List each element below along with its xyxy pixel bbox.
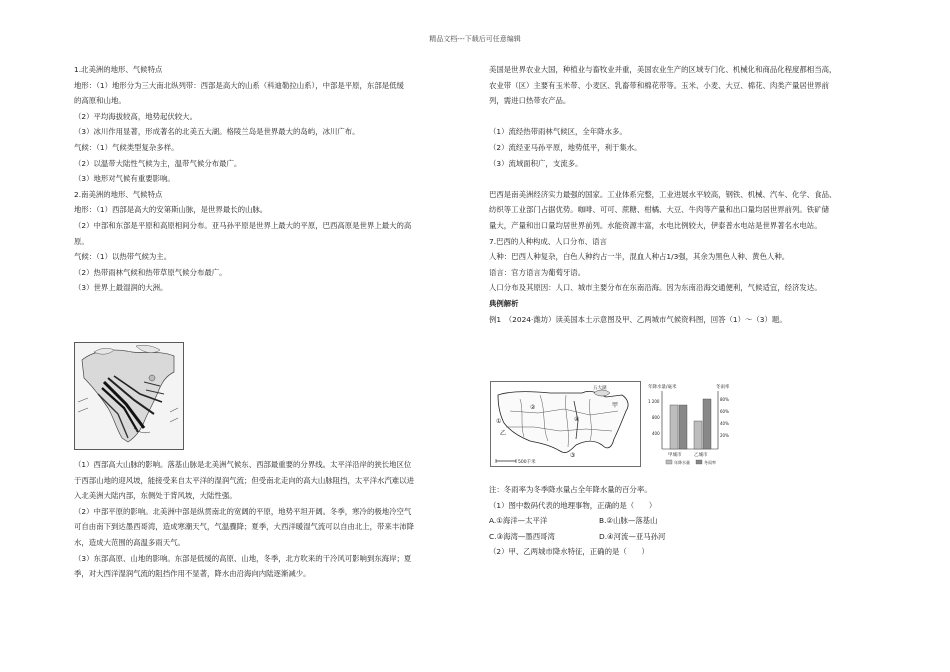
map-mark: ② xyxy=(530,404,536,411)
text-line: （2）流经亚马孙平原，地势低平，利于集水。 xyxy=(489,142,642,152)
text-line: 于西部山地的迎风坡，能接受来自太平洋的湿润气流；但受南北走向的高大山脉阻挡，太平洋水汽难以进 xyxy=(74,475,414,485)
text-line: 气候：（1）以热带气候为主。 xyxy=(74,252,172,262)
text-line: （3）地形对气候有重要影响。 xyxy=(74,174,175,184)
text-line: 原。 xyxy=(74,236,89,246)
map-mark: ③ xyxy=(570,452,576,459)
text-line: 气候：（1）气候类型复杂多样。 xyxy=(74,142,179,152)
text-line: 人种：巴西人种复杂，白色人种约占一半，混血人种占1/3强，其余为黑色人种、黄色人种。 xyxy=(489,252,790,262)
question-2: （2）甲、乙两城市降水特征，正确的是（ ） xyxy=(489,547,649,557)
text-line: （3）世界上最湿润的大洲。 xyxy=(74,283,168,293)
options-row-2 xyxy=(489,529,889,545)
text-line: （2）中部和东部是平原和高原相间分布。亚马孙平原是世界上最大的平原，巴西高原是世界上最大的高 xyxy=(74,220,412,230)
chart-tick: 80% xyxy=(720,397,729,402)
bar-a-winter xyxy=(679,405,687,449)
text-line: （2）以温带大陆性气候为主，温带气候分布最广。 xyxy=(74,158,242,168)
option-c: C.③海湾—墨西哥湾 xyxy=(489,531,555,541)
chart-tick: 400 xyxy=(652,431,660,436)
text-line: 地形：（1）地形分为三大南北纵列带：西部是高大的山系（科迪勒拉山系），中部是平原，东部是低缓 xyxy=(74,80,404,90)
text-line: 列，需进口热带农产品。 xyxy=(489,96,571,106)
text-line: 的高原和山地。 xyxy=(74,96,126,106)
example-heading: 典例解析 xyxy=(489,298,519,308)
text-line: （1）流经热带雨林气候区，全年降水多。 xyxy=(489,127,627,137)
chart-category: 乙城市 xyxy=(694,453,708,458)
left-bottom-text xyxy=(74,457,472,582)
text-line: 美国是世界农业大国，种植业与畜牧业并重，美国农业生产的区域专门化、机械化和商品化程度都相当高， xyxy=(489,65,837,74)
chart-tick: 800 xyxy=(652,415,660,420)
text-line: 农业带（区）主要有玉米带、小麦区、乳畜带和棉花带等。玉米、小麦、大豆、棉花、肉类产量居世界前 xyxy=(489,80,829,90)
chart-right-axis-title: 冬雨率 xyxy=(716,385,730,390)
usa-map-climate-figure xyxy=(490,381,748,467)
scale-label: 500千米 xyxy=(518,460,536,465)
heading-brazil: 7.巴西的人种构成、人口分布、语言 xyxy=(489,236,607,246)
legend-winter: 冬雨率 xyxy=(704,460,716,465)
text-line: 水，造成大范围的高温多雨天气。 xyxy=(74,537,185,547)
options-row-1 xyxy=(489,513,889,529)
question-block xyxy=(489,482,889,560)
text-line: 语言：官方语言为葡萄牙语。 xyxy=(489,267,586,277)
text-line: 可自由南下到达墨西哥湾，造成寒潮天气，气温骤降；夏季，大西洋暖湿气流可以自由北上，带来丰沛降 xyxy=(74,522,414,532)
text-line: 地形：（1）西部是高大的安第斯山脉，是世界最长的山脉。 xyxy=(74,205,268,215)
text-line: （1）西部高大山脉的影响。落基山脉是北美洲气候东、西部最重要的分界线。太平洋沿岸的狭长地区位 xyxy=(74,460,412,469)
page-header: 精品文档---下载后可任意编辑 xyxy=(429,35,521,43)
map-mark: ① xyxy=(496,418,502,425)
option-b: B.②山脉—落基山 xyxy=(599,516,658,526)
text-line: 巴西是南美洲经济实力最强的国家。工业体系完整，工业进展水平较高，钢铁、机械、汽车、化学、食品、 xyxy=(489,189,837,199)
text-line: （2）热带雨林气候和热带草原气候分布最广。 xyxy=(74,267,227,277)
text-line: 纺织等工业部门占据优势。咖啡、可可、蔗糖、柑橘、大豆、牛肉等产量和出口量均居世界前列。铁矿储 xyxy=(489,205,829,215)
text-line: 量大，产量和出口量均居世界前列。水能资源丰富，水电比例较大，伊泰普水电站是世界著名水电站。 xyxy=(489,220,822,230)
text-line: （2）平均海拔较高，地势起伏较大。 xyxy=(74,111,197,121)
map-mark: ④ xyxy=(574,416,580,423)
text-line: （2）中部平原的影响。北美洲中部是纵贯南北的宽阔的平原，地势平坦开阔。冬季，寒冷的极地冷空气 xyxy=(74,506,412,516)
chart-category: 甲城市 xyxy=(668,453,682,458)
question-1: （1）图中数码代表的地理事物，正确的是（ ） xyxy=(489,500,657,510)
chart-tick: 60% xyxy=(720,409,729,414)
bar-a-precip xyxy=(670,405,678,449)
text-line: （3）东部高原、山地的影响。东部是低缓的高原、山地，冬季，北方吹来的干冷风可影响到东海岸；夏 xyxy=(74,553,412,563)
chart-tick: 40% xyxy=(720,421,729,426)
right-column xyxy=(489,62,889,327)
heading-south-america: 2.南美洲的地形、气候特点 xyxy=(74,189,163,199)
text-line: 季，对大西洋湿润气流的阻挡作用不显著，降水由沿海向内陆逐渐减少。 xyxy=(74,569,311,579)
heading-north-america: 1.北美洲的地形、气候特点 xyxy=(74,65,163,74)
example-intro: 例1 （2024·潍坊）读美国本土示意图及甲、乙两城市气候资料图，回答（1）～（3）题。 xyxy=(489,314,787,324)
text-line: 人口分布及其原因：人口、城市主要分布在东南沿海。因为东南沿海交通便利，气候适宜，经济发达。 xyxy=(489,283,822,293)
bar-b-precip xyxy=(694,421,702,449)
text-line: （3）冰川作用显著，形成著名的北美五大湖。格陵兰岛是世界最大的岛屿，冰川广布。 xyxy=(74,127,360,137)
chart-tick: 20% xyxy=(720,433,729,438)
legend-year: 年降水量 xyxy=(674,460,690,465)
north-america-map-figure xyxy=(74,342,184,450)
chart-note: 注：冬雨率为冬季降水量占全年降水量的百分率。 xyxy=(489,485,652,494)
lake-label: 五大湖 xyxy=(593,386,607,391)
bar-b-winter xyxy=(703,399,711,449)
chart-left-axis-title: 年降水量/毫米 xyxy=(648,385,677,390)
text-line: （3）流域面积广，支流多。 xyxy=(489,158,583,168)
map-mark: 甲 xyxy=(612,402,619,409)
option-a: A.①海洋—太平洋 xyxy=(489,516,548,526)
text-line: 入北美洲大陆内部，东侧处于背风坡，大陆性强。 xyxy=(74,491,237,501)
map-mark: 乙 xyxy=(500,430,507,437)
chart-tick: 1 200 xyxy=(648,399,660,404)
left-column xyxy=(74,62,472,296)
option-d: D.④河流—亚马孙河 xyxy=(599,531,666,541)
